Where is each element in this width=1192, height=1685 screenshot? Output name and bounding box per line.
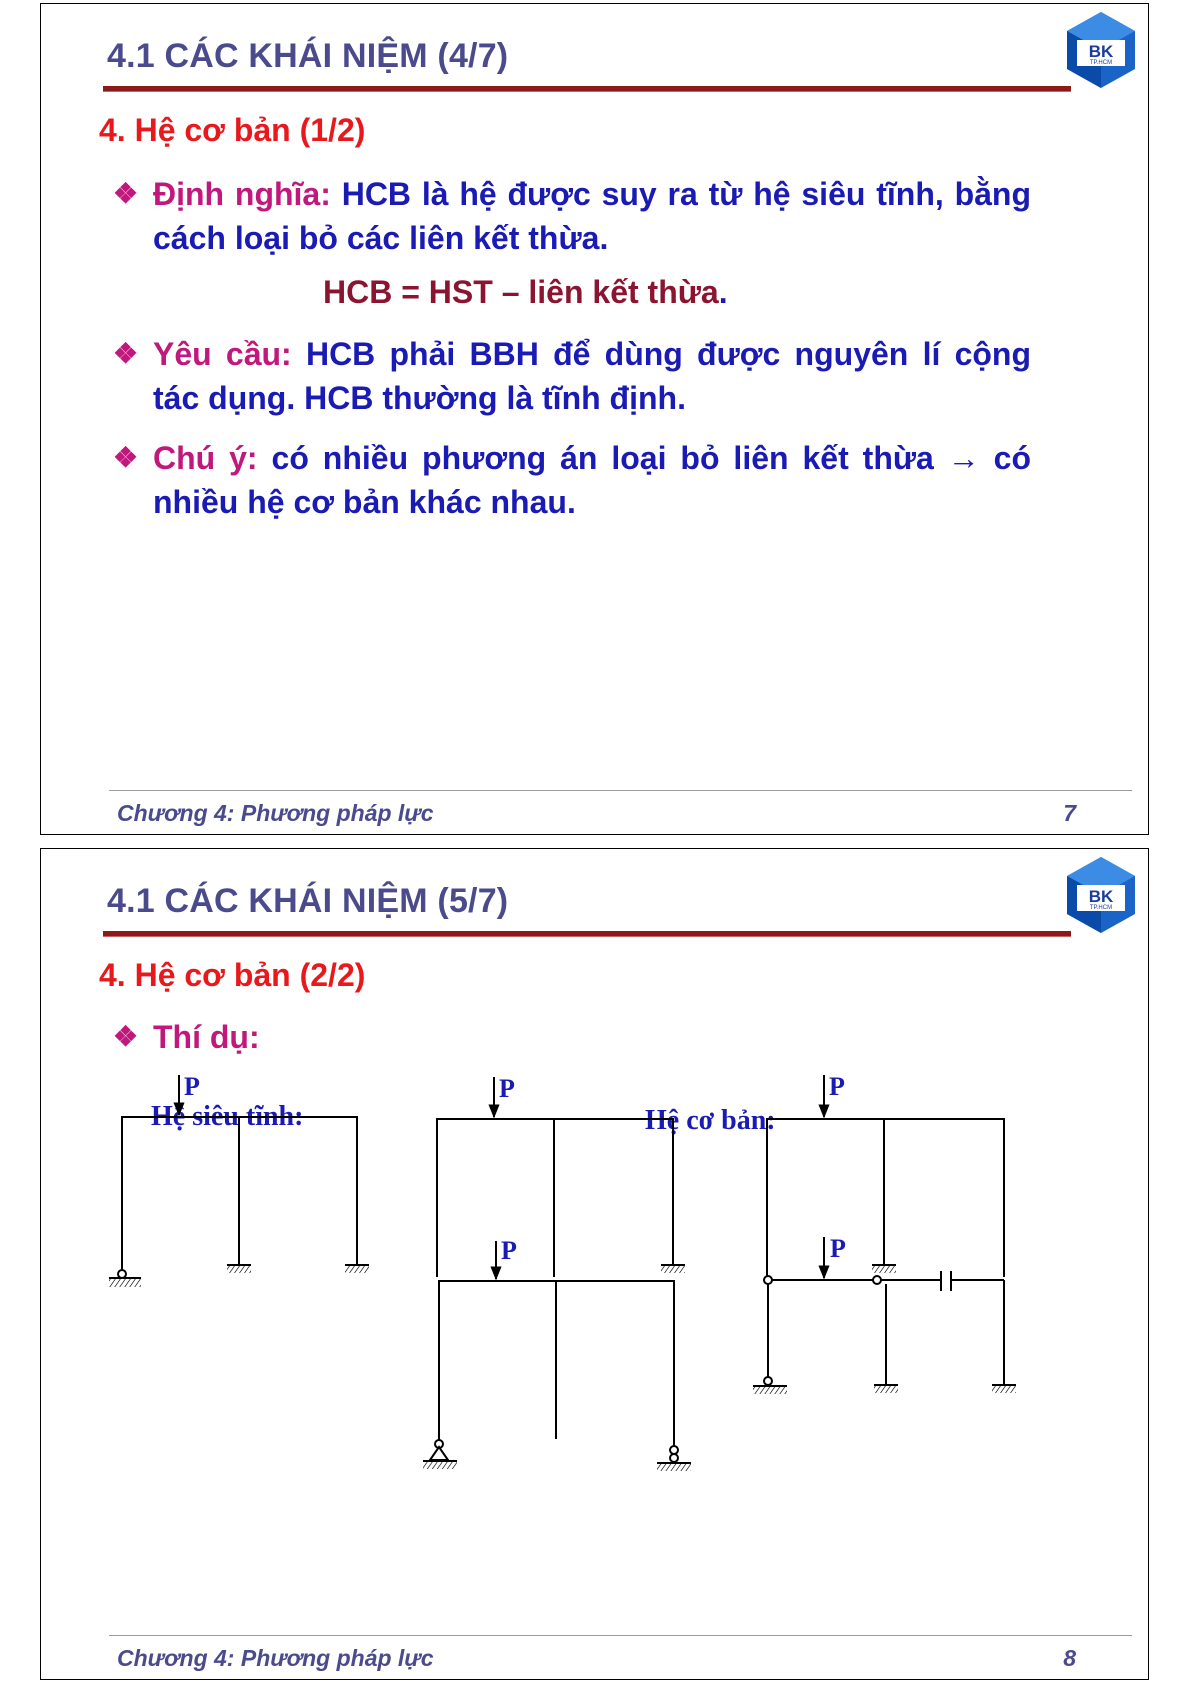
logo-text: BK — [1088, 42, 1114, 61]
title-underline — [103, 86, 1071, 92]
load-label-p: P — [499, 1074, 515, 1103]
bullet-requirement — [113, 332, 1031, 420]
slide-title: 4.1 CÁC KHÁI NIỆM (4/7) — [107, 37, 509, 75]
diamond-bullet-icon: ❖ — [113, 178, 139, 209]
bullet-keyword: Chú ý: — [153, 440, 258, 476]
formula — [323, 274, 728, 311]
bullet-keyword: Thí dụ: — [153, 1019, 260, 1055]
bullet-text: HCB là hệ được suy ra từ hệ siêu tĩnh, bằng cách loại bỏ các liên kết thừa. — [153, 176, 1032, 256]
page-number: 8 — [1063, 1645, 1076, 1671]
formula-period: . — [718, 274, 728, 310]
load-label-p: P — [830, 1234, 846, 1263]
bullet-text: HCB phải BBH để dùng được nguyên lí cộng tác dụng. HCB thường là tĩnh định. — [153, 336, 1032, 416]
logo-subtext: TP.HCM — [1089, 60, 1113, 66]
load-label-p: P — [184, 1072, 200, 1101]
load-label-p: P — [501, 1236, 517, 1265]
diamond-bullet-icon: ❖ — [113, 442, 139, 473]
bullet-keyword: Yêu cầu: — [153, 336, 292, 372]
diamond-bullet-icon: ❖ — [113, 338, 139, 369]
bk-logo — [1061, 10, 1141, 90]
bullet-note — [113, 436, 1031, 524]
label-statically-indeterminate: Hệ siêu tĩnh: — [151, 1101, 304, 1132]
footer-divider — [109, 1635, 1132, 1636]
slide-8 — [40, 848, 1149, 1680]
frame-indeterminate — [109, 1075, 369, 1287]
label-primary-system: Hệ cơ bản: — [645, 1105, 776, 1136]
logo-text: BK — [1088, 887, 1114, 906]
section-heading: 4. Hệ cơ bản (1/2) — [99, 112, 366, 148]
slide-7 — [40, 3, 1149, 835]
bullet-definition — [113, 172, 1031, 260]
section-heading: 4. Hệ cơ bản (2/2) — [99, 957, 366, 993]
frame-primary-b — [767, 1075, 1004, 1277]
frame-primary-a — [437, 1077, 685, 1277]
footer-divider — [109, 790, 1132, 791]
load-label-p: P — [829, 1072, 845, 1101]
page-number: 7 — [1063, 800, 1076, 826]
footer-chapter: Chương 4: Phương pháp lực — [117, 1645, 434, 1671]
bullet-text: có nhiều phương án loại bỏ liên kết thừa → có nhiều hệ cơ bản khác nhau. — [153, 440, 1032, 520]
footer-chapter: Chương 4: Phương pháp lực — [117, 800, 434, 826]
logo-subtext: TP.HCM — [1089, 905, 1113, 911]
frame-diagrams — [41, 849, 1148, 1679]
formula-text: HCB = HST – liên kết thừa — [323, 274, 719, 310]
bullet-keyword: Định nghĩa: — [153, 176, 331, 212]
diamond-bullet-icon: ❖ — [113, 1021, 139, 1052]
slide-title: 4.1 CÁC KHÁI NIỆM (5/7) — [107, 882, 509, 920]
frame-primary-c — [423, 1241, 691, 1471]
